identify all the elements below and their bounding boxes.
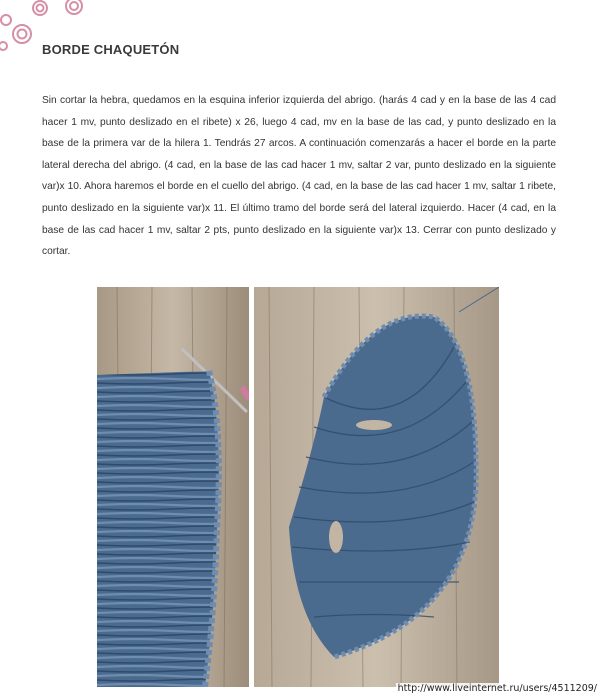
- knitting-photo-yoke: [254, 287, 499, 687]
- watermark-url: http://www.liveinternet.ru/users/4511209/: [397, 683, 597, 694]
- section-title: BORDE CHAQUETÓN: [42, 42, 180, 57]
- instructions-text: Sin cortar la hebra, quedamos en la esquina inferior izquierda del abrigo. (harás 4 cad y en la base de las 4 cad hacer 1 mv, punto deslizado en el ribete) x 26, luego 4 cad, mv en la base de las cad, y punto deslizado en la base de la primera var de la hilera 1. Tendrás 27 arcos. A continuación comenzarás a hacer el borde en la parte lateral derecha del abrigo. (4 cad, en la base de las cad hacer 1 mv, saltar 2 var, punto deslizado en la siguiente var)x 10. Ahora haremos el borde en el cuello del abrigo. (4 cad, en la base de las cad hacer 1 mv, saltar 1 ribete, punto deslizado en la siguiente var)x 11. El último tramo del borde será del lateral izquierdo. Hacer (4 cad, en la base de las cad hacer 1 mv, saltar 2 pts, punto deslizado en la siguiente var)x 13. Cerrar con punto deslizado y cortar.: [42, 95, 556, 258]
- instructions-paragraph: [42, 90, 556, 263]
- knitting-photo-closeup: [97, 287, 249, 687]
